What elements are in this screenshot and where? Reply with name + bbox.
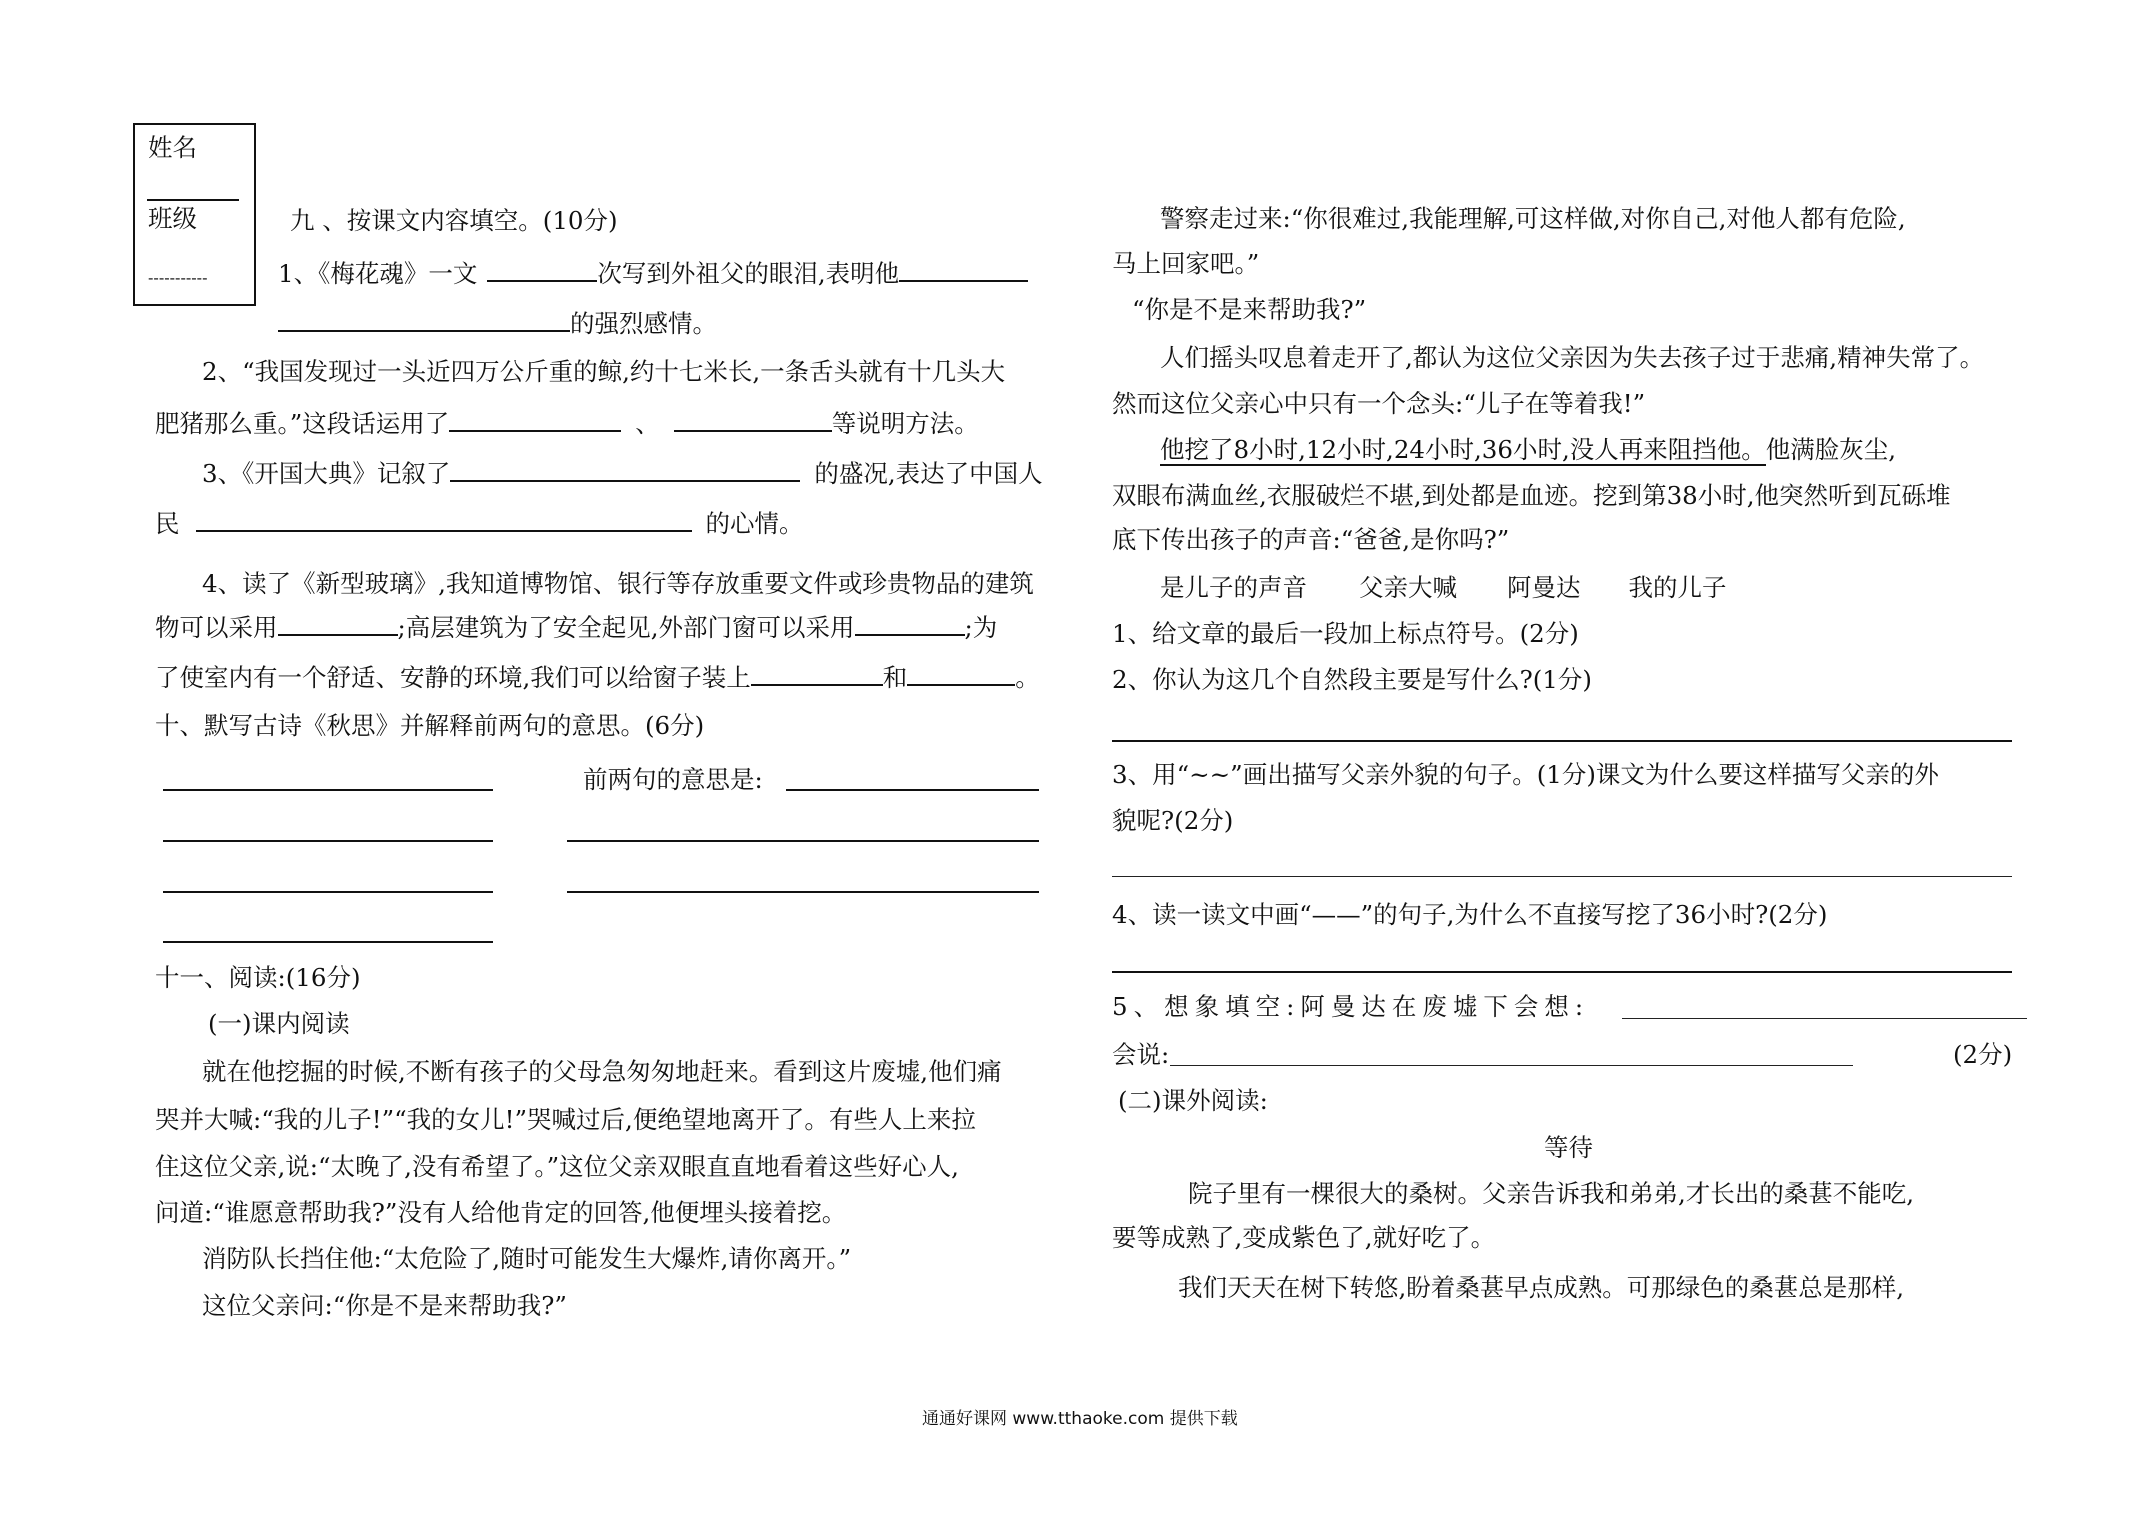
passage-p4-line1: 警察走过来:“你很难过,我能理解,可这样做,对你自己,对他人都有危险, [1160,204,1906,233]
s9-q1-text-b: 次写到外祖父的眼泪,表明他 [597,259,900,288]
s9-q2-line2 [155,406,979,440]
s9-q4-text-a: 物可以采用 [155,613,278,642]
passage-p1-line3: 住这位父亲,说:“太晚了,没有希望了。”这位父亲双眼直直地看着这些好心人, [155,1152,959,1181]
s9-q3-text-a: 3、《开国大典》记叙了 [202,459,451,488]
p8-word-4: 我的儿子 [1628,573,1727,602]
s9-q1-blank-1[interactable] [487,256,597,282]
q3-answer-line[interactable] [1112,876,2012,877]
question-1: 1、给文章的最后一段加上标点符号。(2分) [1112,619,1579,648]
section-9-title: 九 、按课文内容填空。(10分) [290,206,618,235]
class-field-dashes[interactable]: ----------- [148,268,208,287]
s9-q3-line1 [202,456,1043,490]
s9-q4-line2 [155,610,997,644]
s9-q1-blank-2[interactable] [899,256,1028,282]
s9-q4-text-c: ;为 [964,613,998,642]
passage-p1-line4: 问道:“谁愿意帮助我?”没有人给他肯定的回答,他便埋头接着挖。 [155,1198,847,1227]
s9-q4-line1: 4、读了《新型玻璃》,我知道博物馆、银行等存放重要文件或珍贵物品的建筑 [202,569,1034,598]
poem-line-1[interactable] [163,789,493,791]
footer-credit: 通通好课网 www.tthaoke.com 提供下载 [922,1409,1238,1429]
s9-q2-sep: 、 [635,409,660,438]
s9-q4-text-b: ;高层建筑为了安全起见,外部门窗可以采用 [397,613,855,642]
passage-p1-line1: 就在他挖掘的时候,不断有孩子的父母急匆匆地赶来。看到这片废墟,他们痛 [202,1057,1002,1086]
passage-p5: “你是不是来帮助我?” [1132,295,1367,324]
poem-line-2[interactable] [163,840,493,842]
meaning-line-2[interactable] [567,840,1039,842]
passage-p3: 这位父亲问:“你是不是来帮助我?” [202,1291,567,1320]
story-line3: 我们天天在树下转悠,盼着桑葚早点成熟。可那绿色的桑葚总是那样, [1178,1273,1905,1302]
q5-think-line[interactable] [1622,1018,2027,1019]
passage-p6-line1: 人们摇头叹息着走开了,都认为这位父亲因为失去孩子过于悲痛,精神失常了。 [1160,343,1985,372]
passage-p2: 消防队长挡住他:“太危险了,随时可能发生大爆炸,请你离开。” [202,1244,852,1273]
extracurricular-reading-heading: (二)课外阅读: [1118,1086,1268,1115]
s9-q4-text-d: 了使室内有一个舒适、安静的环境,我们可以给窗子装上 [155,663,751,692]
q2-answer-line[interactable] [1112,740,2012,742]
passage-p7-line2: 双眼布满血丝,衣服破烂不堪,到处都是血迹。挖到第38小时,他突然听到瓦砾堆 [1112,481,1951,510]
p8-word-1: 是儿子的声音 [1160,573,1307,602]
s9-q4-text-f: 。 [1015,663,1040,692]
s9-q3-blank-2[interactable] [196,506,692,532]
passage-underlined-sentence: 他挖了8小时,12小时,24小时,36小时,没人再来阻挡他。 [1160,435,1766,464]
story-line1: 院子里有一棵很大的桑树。父亲告诉我和弟弟,才长出的桑葚不能吃, [1188,1179,1915,1208]
p8-word-2: 父亲大喊 [1359,573,1457,602]
s9-q2-text-a: 肥猪那么重。”这段话运用了 [155,409,450,438]
story-title: 等待 [1544,1133,1593,1162]
meaning-line-1[interactable] [786,789,1039,791]
section-11-title: 十一、阅读:(16分) [155,963,361,992]
passage-p7-rest: 他满脸灰尘, [1765,435,1897,464]
question-3-line1: 3、用“~~”画出描写父亲外貌的句子。(1分)课文为什么要这样描写父亲的外 [1112,760,1939,789]
in-class-reading-heading: (一)课内阅读 [208,1009,350,1038]
name-field-line[interactable] [147,199,239,201]
passage-p1-line2: 哭并大喊:“我的儿子!”“我的女儿!”哭喊过后,便绝望地离开了。有些人上来拉 [155,1105,976,1134]
s9-q2-line1: 2、“我国发现过一头近四万公斤重的鲸,约十七米长,一条舌头就有十几头大 [202,357,1006,386]
s9-q1-text-a: 1、《梅花魂》一文 [278,259,478,288]
question-4: 4、读一读文中画“——”的句子,为什么不直接写挖了36小时?(2分) [1112,900,1828,929]
question-2: 2、你认为这几个自然段主要是写什么?(1分) [1112,665,1592,694]
s9-q4-blank-3[interactable] [751,660,883,686]
s9-q1-blank-3[interactable] [278,306,570,332]
s9-q4-text-e: 和 [882,663,908,692]
s9-q1-text-c: 的强烈感情。 [570,309,717,338]
name-label: 姓名 [148,133,197,162]
s9-q4-blank-4[interactable] [907,660,1015,686]
s9-q1-line2 [278,306,717,340]
s9-q3-text-d: 的心情。 [705,509,804,538]
s9-q3-blank-1[interactable] [450,456,800,482]
s9-q3-text-c: 民 [155,509,180,538]
poem-line-4[interactable] [163,941,493,943]
s9-q1-line1 [278,256,1028,290]
class-label: 班级 [148,204,197,233]
meaning-line-3[interactable] [567,891,1039,893]
q5-say-line[interactable] [1170,1065,1853,1066]
s9-q4-blank-2[interactable] [855,610,965,636]
p8-word-3: 阿曼达 [1507,573,1581,602]
q4-answer-line[interactable] [1112,971,2012,973]
passage-p4-line2: 马上回家吧。” [1112,249,1260,278]
passage-p8 [1160,572,1727,604]
s9-q2-blank-1[interactable] [449,406,621,432]
question-5-line2: 会说: [1112,1040,1170,1069]
s9-q2-blank-2[interactable] [674,406,832,432]
question-3-line2: 貌呢?(2分) [1112,806,1234,835]
s9-q3-line2 [155,506,804,540]
passage-p7-line3: 底下传出孩子的声音:“爸爸,是你吗?” [1112,525,1510,554]
passage-p6-line2: 然而这位父亲心中只有一个念头:“儿子在等着我!” [1112,389,1646,418]
story-line2: 要等成熟了,变成紫色了,就好吃了。 [1112,1223,1496,1252]
poem-line-3[interactable] [163,891,493,893]
section-10-title: 十、默写古诗《秋思》并解释前两句的意思。(6分) [155,711,705,740]
s9-q3-text-b: 的盛况,表达了中国人 [814,459,1043,488]
s9-q2-text-b: 等说明方法。 [831,409,979,438]
poem-meaning-label: 前两句的意思是: [583,765,763,794]
s9-q4-blank-1[interactable] [278,610,398,636]
question-5-score: (2分) [1953,1040,2013,1069]
passage-p7-line1 [1160,434,1896,466]
question-5-line1: 5、想象填空:阿曼达在废墟下会想: [1112,992,1590,1021]
s9-q4-line3 [155,660,1040,694]
